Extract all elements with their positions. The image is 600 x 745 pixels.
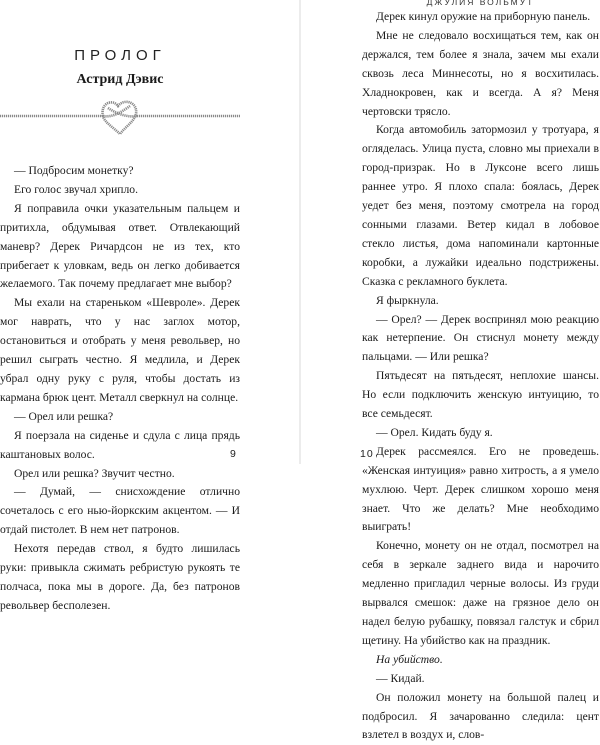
- italic-text: На убийство.: [376, 652, 443, 666]
- right-page: [301, 0, 600, 742]
- left-page: [0, 0, 299, 612]
- paragraph: — Подбросим монетку?: [14, 164, 134, 177]
- paragraph: Пятьдесят на пятьдесят, неплохие шансы. Но если подключить женскую интуицию, то все семьдесят.: [362, 369, 599, 421]
- paragraph: Дерек рассмеялся. Его не проведешь. «Женская интуиция» равно хитрость, а я умело мухлюю. Черт. Дерек слишком хорошо меня знает. Что же делать? Мне необходимо выиграть!: [362, 444, 599, 534]
- chapter-subtitle: Астрид Дэвис: [76, 72, 164, 87]
- paragraph: Мы ехали на стареньком «Шевроле». Дерек мог наврать, что у нас заглох мотор, остановиться и отобрать у меня револьвер, но решил сыграть честно. Я медлила, и Дерек убрал одну руку с руля, чтобы достать из кармана брюк цент. Металл сверкнул на солнце.: [0, 296, 240, 404]
- paragraph: Нехотя передав ствол, я будто лишилась руки: привыкла сжимать ребристую рукоять те полчаса, пока мы в дороге. Да, без патронов револьвер бесполезен.: [0, 542, 240, 612]
- paragraph: — Орел? — Дерек воспринял мою реакцию как нетерпение. Он стиснул монету между пальцами. — Или решка?: [362, 312, 599, 364]
- paragraph: — Кидай.: [376, 671, 425, 685]
- page-number: 10: [360, 448, 374, 460]
- paragraph: Я поерзала на сиденье и сдула с лица прядь каштановых волос.: [0, 428, 240, 461]
- left-page-body: [0, 162, 240, 616]
- paragraph: Конечно, монету он не отдал, посмотрел на себя в зеркале заднего вида и нарочито медленно пригладил черные волосы. Из груди вырвался смешок: даже на грязное дело он надел белую рубашку, повязал галстук и сбрил щетину. На убийство как на праздник.: [362, 539, 599, 647]
- right-page-body: [362, 8, 599, 745]
- paragraph: — Орел или решка?: [14, 409, 114, 423]
- paragraph: Он положил монету на большой палец и подбросил. Я зачарованно следила: цент взлетел в воздух и, слов-: [362, 690, 599, 742]
- paragraph: — Орел. Кидать буду я.: [376, 425, 493, 439]
- page-number: 9: [230, 448, 237, 460]
- paragraph: Орел или решка? Звучит честно.: [14, 466, 175, 480]
- paragraph: Я фыркнула.: [376, 293, 439, 307]
- running-head: ДЖУЛИЯ ВОЛЬМУТ: [426, 0, 535, 7]
- paragraph: Его голос звучал хрипло.: [14, 182, 138, 196]
- heart-knot-icon: [0, 96, 240, 136]
- paragraph-italic: [362, 651, 599, 670]
- paragraph: Когда автомобиль затормозил у тротуара, я огляделась. Улица пуста, словно мы приехали в город-призрак. Но в Луксоне всего лишь раннее утро. Я плохо спала: боялась, Дерек уедет без меня, поэтому смотрела на город сонными глазами. Ветер кидал в лобовое стекло листья, дома напоминали картонные коробки, а лужайки идеально подстрижены. Сказка с рекламного буклета.: [362, 123, 599, 288]
- paragraph: Мне не следовало восхищаться тем, как он держался, тем более я знала, зачем мы ехали сквозь леса Миннесоты, но я восхитилась. Хладнокровен, как и всегда. А я? Меня чертовски трясло.: [362, 28, 599, 118]
- paragraph: — Думай, — снисхождение отлично сочеталось с его нью-йоркским акцентом. — И отдай пистолет. В нем нет патронов.: [0, 485, 240, 537]
- paragraph: Дерек кинул оружие на приборную панель.: [376, 10, 591, 23]
- chapter-title: ПРОЛОГ: [74, 47, 166, 64]
- paragraph: Я поправила очки указательным пальцем и притихла, обдумывая ответ. Отвлекающий маневр? Дерек Ричардсон не из тех, кто прибегает к уловкам, ведь он легко добивается желаемого. Так почему предлагает мне выбор?: [0, 201, 240, 291]
